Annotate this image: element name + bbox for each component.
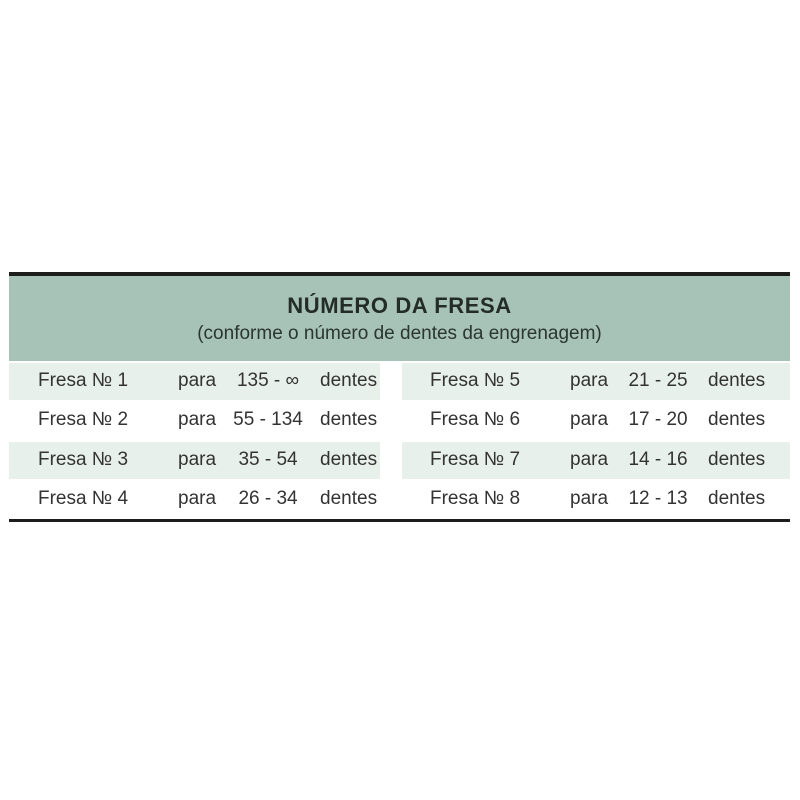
range-prefix: para: [570, 369, 609, 391]
range-unit: dentes: [708, 488, 766, 510]
cell-fresa-3: [9, 440, 380, 480]
range-values: 135 - ∞: [236, 369, 300, 391]
range-values: 21 - 25: [628, 369, 688, 391]
table-row-3: [9, 440, 790, 480]
teeth-range: [178, 370, 377, 392]
teeth-range: [570, 449, 765, 471]
cell-fresa-1: [9, 361, 380, 401]
range-unit: dentes: [708, 409, 766, 431]
range-prefix: para: [570, 448, 609, 470]
cell-fresa-5: [402, 361, 790, 401]
column-gutter: [380, 480, 402, 520]
cutter-name: Fresa № 6: [430, 409, 521, 431]
range-prefix: para: [570, 488, 609, 510]
range-prefix: para: [570, 409, 609, 431]
column-gutter: [380, 361, 402, 401]
range-values: 55 - 134: [233, 409, 303, 431]
range-values: 14 - 16: [628, 448, 688, 470]
cell-fresa-2: [9, 401, 380, 441]
table-bottom-border: [9, 519, 790, 522]
range-unit: dentes: [708, 448, 766, 470]
cutter-name: Fresa № 1: [38, 369, 129, 391]
column-gutter: [380, 401, 402, 441]
cell-fresa-6: [402, 401, 790, 441]
table-title: NÚMERO DA FRESA: [287, 292, 512, 318]
cutter-name: Fresa № 5: [430, 369, 521, 391]
table-subtitle: (conforme o número de dentes da engrenagem): [197, 322, 602, 344]
range-values: 35 - 54: [238, 448, 298, 470]
range-prefix: para: [178, 488, 217, 510]
cell-fresa-8: [402, 480, 790, 520]
teeth-range: [570, 370, 765, 392]
range-prefix: para: [178, 409, 217, 431]
table-row-4: [9, 480, 790, 520]
range-prefix: para: [178, 369, 217, 391]
cell-fresa-4: [9, 480, 380, 520]
table-header: [9, 276, 790, 361]
teeth-range: [178, 449, 377, 471]
column-gutter: [380, 440, 402, 480]
fresa-number-table: [9, 272, 790, 522]
table-body: [9, 361, 790, 519]
range-unit: dentes: [708, 369, 766, 391]
table-row-1: [9, 361, 790, 401]
cutter-name: Fresa № 8: [430, 488, 521, 510]
range-unit: dentes: [320, 369, 378, 391]
range-unit: dentes: [320, 488, 378, 510]
teeth-range: [570, 488, 765, 510]
cutter-name: Fresa № 3: [38, 448, 129, 470]
range-prefix: para: [178, 448, 217, 470]
range-unit: dentes: [320, 409, 378, 431]
teeth-range: [570, 409, 765, 431]
teeth-range: [178, 488, 377, 510]
cell-fresa-7: [402, 440, 790, 480]
range-values: 17 - 20: [628, 409, 688, 431]
range-values: 26 - 34: [238, 488, 298, 510]
range-unit: dentes: [320, 448, 378, 470]
cutter-name: Fresa № 4: [38, 488, 129, 510]
cutter-name: Fresa № 2: [38, 409, 129, 431]
table-row-2: [9, 401, 790, 441]
cutter-name: Fresa № 7: [430, 448, 521, 470]
range-values: 12 - 13: [628, 488, 688, 510]
teeth-range: [178, 409, 377, 431]
